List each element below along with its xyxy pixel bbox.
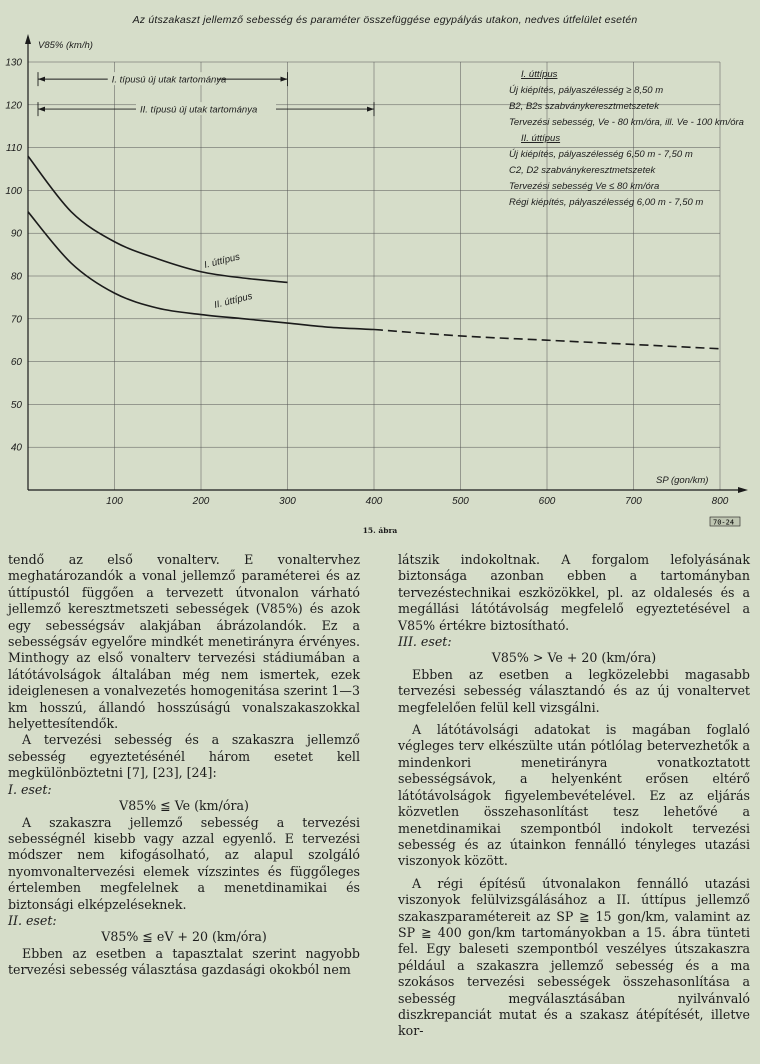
chart-ranges [38, 72, 374, 116]
legend-type1-line: B2, B2s szabványkeresztmetszetek [509, 101, 659, 112]
right-paragraph-3: A látótávolsági adatokat is magában foglaló végleges terv elkészülte után pótlólag betervezhetők a mindenkori menetirányra vonatkoztatott sebességsávok, a helyenként erősen eltérő látótávolságok figyelembevételével. Ez az eljárás közvetlen összehasonlítást tesz lehetővé a menetdinamikai szempontból indokolt tervezési sebesség és az útainkon fennálló tényleges utazási viszonyok között. [398, 722, 750, 869]
right-paragraph-4: A régi építésű útvonalakon fennálló utazási viszonyok felülvizsgálásához a II. úttípus jellemző szakaszparamétereit az SP ≧ 15 gon/km, valamint az SP ≧ 400 gon/km tartományokban a 15. ábra tünteti fel. Egy baleseti szempontból veszélyes útszakaszra például a szakaszra jellemző sebesség és a ma szokásos tervezési sebességek összehasonlítása a sebesség megválasztásában nyilvánvaló diszkrepanciát mutat és a szakasz átépítését, illetve kor- [398, 875, 750, 1039]
legend-type2-line: Régi kiépítés, pályaszélesség 6,00 m - 7,50 m [509, 197, 704, 208]
left-paragraph-4: Ebben az esetben a tapasztalat szerint nagyobb tervezési sebesség választása gazdasági okokból nem [8, 945, 360, 978]
legend-type2-line: Tervezési sebesség Ve ≤ 80 km/óra [509, 181, 660, 192]
x-tick-label: 300 [279, 496, 296, 507]
y-tick-label: 130 [5, 57, 22, 69]
range-arrow-left [38, 107, 45, 112]
y-axis-label: V85% (km/h) [38, 40, 93, 51]
case-1-heading: I. eset: [8, 781, 52, 797]
left-paragraph-3: A szakaszra jellemző sebesség a tervezési sebességnél kisebb vagy azzal egyenlő. E tervezési módszer nem kifogásolható, az alapul szolgáló nyomvonaltervezési elemek vízszintes és függőleges értelemben megfelelnek a menetdinamikai és biztonsági elképzeléseknek. [8, 814, 360, 912]
x-axis-arrow [738, 487, 748, 493]
y-tick-label: 70 [10, 314, 22, 326]
y-tick-label: 60 [10, 357, 22, 369]
legend-type1-line: Tervezési sebesség, Ve - 80 km/óra, ill. Ve - 100 km/óra [509, 117, 744, 128]
y-tick-label: 120 [5, 100, 22, 112]
right-paragraph-1: látszik indokoltnak. A forgalom lefolyásának biztonsága azonban ebben a tartományban tervezéstechnikai eszközökkel, pl. az oldalesés és a megállási látótávolság megfelelő egyeztetésével a V85% értékre biztosítható. [398, 552, 750, 633]
curve-label-type1: I. úttípus [203, 251, 242, 271]
legend-type2-line: Új kiépítés, pályaszélesség 6,50 m - 7,50 m [509, 149, 693, 160]
legend-type1-line: Új kiépítés, pályaszélesség ≥ 8,50 m [509, 85, 664, 96]
legend-type1-title: I. úttípus [521, 69, 558, 80]
formula-2: V85% ≦ eV + 20 (km/óra) [101, 929, 267, 945]
chart-legend [509, 69, 744, 208]
legend-type2-line: C2, D2 szabványkeresztmetszetek [509, 165, 656, 176]
case-3-heading: III. eset: [398, 634, 452, 650]
curve-label-type2: II. úttípus [213, 290, 254, 311]
x-tick-label: 100 [106, 496, 123, 507]
y-tick-label: 110 [6, 143, 22, 155]
figure-caption: 15. ábra [362, 526, 398, 535]
y-tick-label: 90 [10, 228, 22, 240]
formula-1: V85% ≦ Ve (km/óra) [119, 798, 249, 814]
x-tick-label: 700 [625, 496, 642, 507]
formula-3: V85% > Ve + 20 (km/óra) [491, 650, 657, 666]
x-tick-label: 600 [538, 496, 556, 507]
x-axis-label: SP (gon/km) [656, 475, 709, 486]
stamp-text: 70-24 [713, 518, 735, 527]
left-column [8, 552, 360, 979]
case-2-heading: II. eset: [8, 912, 57, 928]
x-tick-label: 200 [192, 496, 210, 507]
left-paragraph-1: tendő az első vonalterv. E vonaltervhez meghatározandók a vonal jellemző paraméterei és az úttípustól függően a tervezett útvonalon várható jellemző keresztmetszeti sebességek (V85%) és azok egy sebességsáv alakjában ábrázolandók. Ez a sebességsáv egyelőre mindkét menetirányra érvényes. Minthogy az első vonalterv tervezési stádiumában a látótávolságok általában még nem ismertek, ezek ideiglenesen a vonalvezetés homogenitása szerint 1—3 km hosszú, állandó hosszúságú vonalszakaszokkal helyettesítendők. [8, 552, 361, 732]
y-tick-label: 40 [10, 442, 22, 454]
range-arrow-right [367, 107, 374, 112]
y-tick-label: 80 [10, 271, 22, 283]
range-label: I. típusú új utak tartománya [111, 74, 227, 86]
legend-type2-title: II. úttípus [521, 133, 561, 144]
range-arrow-right [281, 77, 288, 82]
left-paragraph-2: A tervezési sebesség és a szakaszra jellemző sebesség egyeztetésénél három esetet kell megkülönböztetni [7], [23], [24]: [8, 732, 360, 781]
range-label: II. típusú új utak tartománya [140, 104, 258, 116]
y-tick-label: 50 [10, 399, 22, 411]
y-axis-arrow [25, 34, 31, 44]
x-tick-label: 500 [452, 496, 469, 507]
series-line [28, 156, 288, 282]
chart-title: Az útszakaszt jellemző sebesség és paraméter összefüggése egypályás utakon, nedves útfelület esetén [132, 14, 638, 26]
right-column [398, 552, 750, 1040]
y-tick-label: 100 [5, 185, 22, 197]
x-tick-label: 400 [365, 496, 383, 507]
right-paragraph-2: Ebben az esetben a legközelebbi magasabb tervezési sebesség választandó és az új vonaltervet megfelelően felül kell vizsgálni. [398, 666, 750, 715]
x-tick-label: 800 [711, 496, 729, 507]
range-arrow-left [38, 77, 45, 82]
